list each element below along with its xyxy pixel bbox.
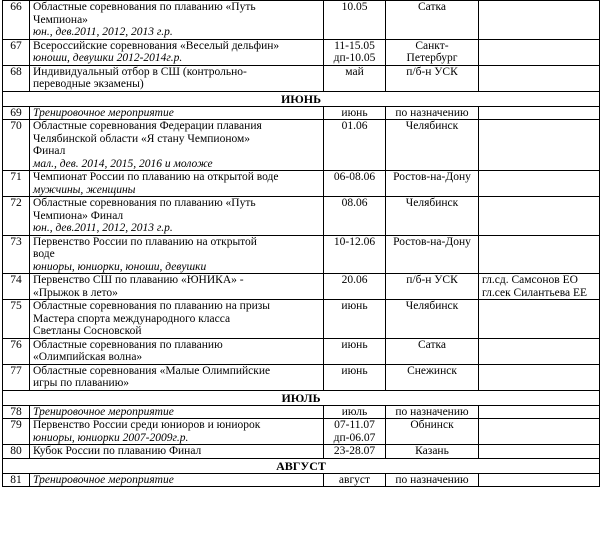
event-cell — [30, 171, 324, 197]
event-cell — [30, 274, 324, 300]
event-cell — [30, 473, 324, 487]
date-line: 01.06 — [341, 120, 368, 132]
place-line: Ростов-на-Дону — [393, 235, 471, 248]
event-cell — [30, 338, 324, 364]
month-header-row — [3, 458, 600, 473]
note-cell — [479, 171, 600, 197]
event-title-line: переводные экзамены) — [33, 78, 144, 90]
place-cell — [386, 171, 479, 197]
event-title-line: Челябинской области «Я стану Чемпионом» — [33, 132, 251, 145]
event-cell — [30, 300, 324, 339]
date-cell — [324, 120, 386, 171]
note-cell — [479, 39, 600, 65]
date-cell — [324, 65, 386, 91]
date-line: 20.06 — [341, 274, 368, 286]
place-cell — [386, 473, 479, 487]
table-row — [3, 274, 600, 300]
table-row — [3, 65, 600, 91]
event-title-line: Областные соревнования по плаванию — [33, 338, 223, 351]
date-line: июнь — [341, 300, 368, 312]
table-row — [3, 197, 600, 236]
place-line: Челябинск — [405, 197, 459, 209]
date-line: дп-10.05 — [333, 52, 376, 64]
place-cell — [386, 338, 479, 364]
month-header-row — [3, 91, 600, 106]
place-line: п/б-н УСК — [406, 65, 458, 78]
table-row — [3, 405, 600, 419]
note-cell — [479, 338, 600, 364]
table-row — [3, 39, 600, 65]
place-line: Сатка — [417, 1, 447, 13]
event-title-line: воде — [33, 248, 55, 260]
date-cell — [324, 235, 386, 274]
row-number: 72 — [3, 197, 30, 236]
table-row — [3, 419, 600, 445]
table-row — [3, 300, 600, 339]
event-title-line: Мастера спорта международного класса — [33, 312, 231, 325]
place-cell — [386, 106, 479, 120]
date-line: июнь — [341, 106, 368, 119]
date-cell — [324, 405, 386, 419]
place-cell — [386, 120, 479, 171]
note-cell — [479, 473, 600, 487]
date-line: 07-11.07 — [334, 419, 375, 431]
event-title-line: Областные соревнования Федерации плавания — [33, 120, 262, 132]
place-line: по назначению — [395, 405, 469, 418]
place-line: Петербург — [406, 52, 458, 64]
note-cell — [479, 300, 600, 339]
row-number: 78 — [3, 405, 30, 419]
event-title-line: Областные соревнования по плаванию «Путь — [33, 1, 256, 13]
event-title-line: Светланы Сосновской — [33, 325, 142, 337]
event-title-line: Финал — [33, 145, 66, 157]
place-cell — [386, 364, 479, 390]
date-cell — [324, 338, 386, 364]
row-number: 74 — [3, 274, 30, 300]
date-cell — [324, 445, 386, 459]
date-line: июль — [341, 405, 368, 418]
row-number: 68 — [3, 65, 30, 91]
event-title-line: Областные соревнования по плаванию «Путь — [33, 197, 256, 209]
table-row — [3, 338, 600, 364]
place-line: Сатка — [417, 338, 447, 351]
note-line: гл.сд. Самсонов ЕО — [482, 274, 578, 286]
row-number: 73 — [3, 235, 30, 274]
table-row — [3, 120, 600, 171]
row-number: 77 — [3, 364, 30, 390]
event-detail: Тренировочное мероприятие — [33, 405, 174, 418]
note-cell — [479, 364, 600, 390]
place-line: п/б-н УСК — [406, 274, 458, 286]
event-detail: юноши, девушки 2012-2014г.р. — [33, 52, 183, 64]
table-row — [3, 1, 600, 40]
event-title-line: Всероссийские соревнования «Веселый дельфин» — [33, 39, 280, 52]
place-cell — [386, 1, 479, 40]
place-line: Санкт- — [415, 39, 449, 52]
date-line: июнь — [341, 364, 368, 377]
event-detail: юн., дев.2011, 2012, 2013 г.р. — [33, 26, 173, 38]
date-line: 11-15.05 — [334, 39, 375, 52]
row-number: 70 — [3, 120, 30, 171]
date-line: июнь — [341, 338, 368, 351]
place-line: Обнинск — [410, 419, 454, 431]
place-cell — [386, 235, 479, 274]
table-row — [3, 473, 600, 487]
event-cell — [30, 445, 324, 459]
row-number: 81 — [3, 473, 30, 487]
place-cell — [386, 300, 479, 339]
event-title-line: Областные соревнования «Малые Олимпийские — [33, 364, 271, 377]
row-number: 79 — [3, 419, 30, 445]
place-cell — [386, 445, 479, 459]
note-cell — [479, 120, 600, 171]
place-cell — [386, 39, 479, 65]
event-cell — [30, 235, 324, 274]
note-cell — [479, 106, 600, 120]
event-title-line: Первенство России среди юниоров и юниорок — [33, 419, 261, 431]
table-row — [3, 171, 600, 197]
event-cell — [30, 197, 324, 236]
table-row — [3, 235, 600, 274]
note-cell — [479, 235, 600, 274]
month-header: ИЮЛЬ — [3, 390, 600, 405]
note-cell — [479, 405, 600, 419]
date-cell — [324, 1, 386, 40]
month-header: АВГУСТ — [3, 458, 600, 473]
row-number: 80 — [3, 445, 30, 459]
event-title-line: Первенство России по плаванию на открытой — [33, 235, 257, 248]
event-detail: юниоры, юниорки 2007-2009г.р. — [33, 431, 189, 444]
date-line: 10-12.06 — [333, 235, 376, 248]
place-cell — [386, 65, 479, 91]
event-title-line: Кубок России по плаванию Финал — [33, 445, 202, 457]
event-title-line: игры по плаванию» — [33, 377, 130, 389]
date-cell — [324, 197, 386, 236]
date-cell — [324, 300, 386, 339]
row-number: 75 — [3, 300, 30, 339]
event-cell — [30, 1, 324, 40]
event-detail: юниоры, юниорки, юноши, девушки — [33, 260, 207, 273]
event-title-line: Первенство СШ по плаванию «ЮНИКА» - — [33, 274, 244, 286]
event-detail: мал., дев. 2014, 2015, 2016 и моложе — [33, 157, 213, 170]
table-row — [3, 106, 600, 120]
note-cell — [479, 419, 600, 445]
event-title-line: Областные соревнования по плаванию на призы — [33, 300, 270, 312]
row-number: 66 — [3, 1, 30, 40]
date-cell — [324, 171, 386, 197]
event-cell — [30, 65, 324, 91]
event-cell — [30, 106, 324, 120]
event-title-line: Чемпионат России по плаванию на открытой воде — [33, 171, 279, 183]
schedule-table — [2, 0, 600, 487]
date-line: 23-28.07 — [333, 445, 376, 457]
place-line: по назначению — [395, 106, 469, 119]
event-title-line: «Олимпийская волна» — [33, 351, 143, 363]
place-line: по назначению — [395, 473, 469, 486]
date-cell — [324, 106, 386, 120]
event-title-line: Чемпиона» Финал — [33, 209, 124, 222]
table-row — [3, 445, 600, 459]
date-line: 08.06 — [341, 197, 368, 209]
event-detail: юн., дев.2011, 2012, 2013 г.р. — [33, 222, 173, 234]
place-cell — [386, 274, 479, 300]
date-line: май — [345, 65, 364, 78]
event-cell — [30, 120, 324, 171]
event-detail: Тренировочное мероприятие — [33, 106, 174, 119]
note-cell — [479, 274, 600, 300]
event-title-line: Индивидуальный отбор в СШ (контрольно- — [33, 65, 247, 78]
note-cell — [479, 65, 600, 91]
event-cell — [30, 419, 324, 445]
month-header: ИЮНЬ — [3, 91, 600, 106]
place-cell — [386, 405, 479, 419]
note-cell — [479, 1, 600, 40]
date-cell — [324, 39, 386, 65]
date-line: август — [338, 473, 371, 486]
place-cell — [386, 197, 479, 236]
table-row — [3, 364, 600, 390]
date-line: дп-06.07 — [333, 431, 376, 444]
event-cell — [30, 39, 324, 65]
place-cell — [386, 419, 479, 445]
event-title-line: Чемпиона» — [33, 13, 88, 26]
place-line: Челябинск — [405, 120, 459, 132]
place-line: Казань — [415, 445, 449, 457]
row-number: 67 — [3, 39, 30, 65]
row-number: 76 — [3, 338, 30, 364]
schedule-body — [3, 1, 600, 487]
note-cell — [479, 445, 600, 459]
date-line: 10.05 — [341, 1, 368, 13]
event-title-line: «Прыжок в лето» — [33, 286, 118, 299]
event-detail: Тренировочное мероприятие — [33, 473, 174, 486]
date-line: 06-08.06 — [333, 171, 376, 183]
place-line: Челябинск — [405, 300, 459, 312]
event-cell — [30, 405, 324, 419]
note-line: гл.сек Силантьева ЕЕ — [482, 286, 588, 299]
row-number: 71 — [3, 171, 30, 197]
place-line: Ростов-на-Дону — [393, 171, 471, 183]
event-detail: мужчины, женщины — [33, 183, 136, 196]
date-cell — [324, 473, 386, 487]
month-header-row — [3, 390, 600, 405]
place-line: Снежинск — [407, 364, 457, 377]
row-number: 69 — [3, 106, 30, 120]
date-cell — [324, 274, 386, 300]
date-cell — [324, 364, 386, 390]
note-cell — [479, 197, 600, 236]
date-cell — [324, 419, 386, 445]
event-cell — [30, 364, 324, 390]
